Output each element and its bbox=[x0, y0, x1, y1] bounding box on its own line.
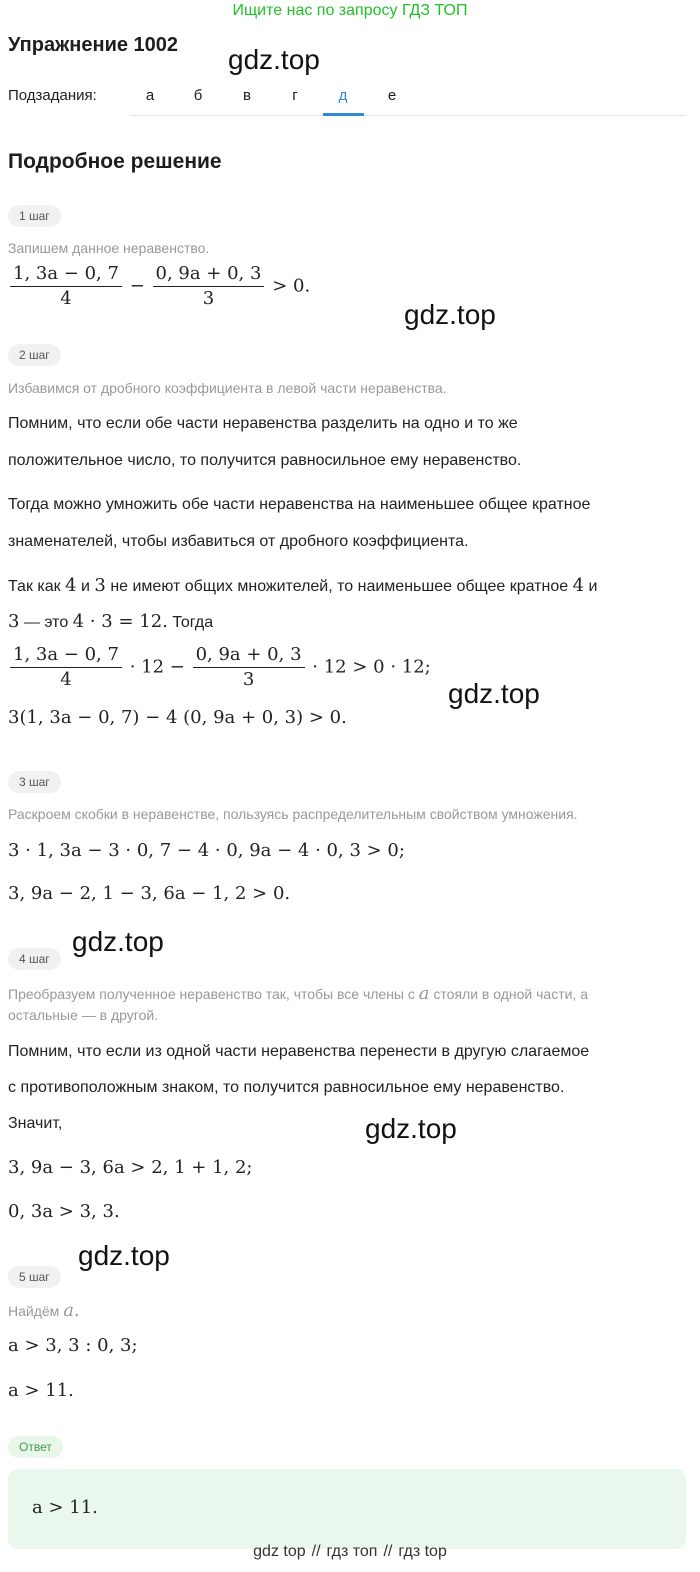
step-badge: 5 шаг bbox=[8, 1266, 61, 1288]
step-badge: 2 шаг bbox=[8, 344, 61, 366]
search-banner: Ищите нас по запросу ГДЗ ТОП bbox=[232, 2, 468, 19]
paragraph: Помним, что если из одной части неравенства перенести в другую слагаемое bbox=[8, 1043, 590, 1060]
step-hint: Преобразуем полученное неравенство так, чтобы все члены с a стояли в одной части, а bbox=[8, 983, 588, 1004]
step-hint: Избавимся от дробного коэффициента в левой части неравенства. bbox=[8, 380, 447, 396]
math-expression: 3(1, 3a − 0, 7) − 4 (0, 9a + 0, 3) > 0. bbox=[8, 707, 347, 728]
math-expression: $\frac{1, 3a - 0, 7}{4}$ · 12 − $\frac{0, 9a + 0, 3}{3}$ · 12 > 0 · 12; bbox=[8, 643, 431, 692]
math-expression: a > 3, 3 : 0, 3; bbox=[8, 1335, 138, 1356]
step-hint: Раскроем скобки в неравенстве, пользуясь распределительным свойством умножения. bbox=[8, 806, 578, 822]
math-expression: 3, 9a − 3, 6a > 2, 1 + 1, 2; bbox=[8, 1157, 253, 1178]
footer-link[interactable]: gdz top bbox=[253, 1543, 306, 1560]
active-tab-indicator bbox=[323, 113, 364, 116]
subtask-tab-e[interactable]: е bbox=[387, 87, 397, 104]
footer-separator: // bbox=[311, 1543, 321, 1560]
math-expression: 0, 3a > 3, 3. bbox=[8, 1201, 120, 1222]
math-expression: $\frac{1, 3a - 0, 7}{4}$ − $\frac{0, 9a + 0, 3}{3}$ > 0. bbox=[8, 262, 310, 311]
math-expression: 3 · 1, 3a − 3 · 0, 7 − 4 · 0, 9a − 4 · 0, 3 > 0; bbox=[8, 840, 405, 861]
answer-badge: Ответ bbox=[8, 1436, 63, 1458]
watermark: gdz.top bbox=[228, 44, 320, 75]
watermark: gdz.top bbox=[365, 1113, 457, 1144]
watermark: gdz.top bbox=[404, 299, 496, 330]
section-title: Подробное решение bbox=[8, 150, 222, 173]
answer-value: a > 11. bbox=[32, 1497, 98, 1518]
math-expression: 3, 9a − 2, 1 − 3, 6a − 1, 2 > 0. bbox=[8, 883, 291, 904]
footer-link[interactable]: гдз топ bbox=[326, 1543, 378, 1560]
subtask-tab-v[interactable]: в bbox=[243, 87, 251, 104]
watermark: gdz.top bbox=[448, 678, 540, 709]
paragraph: знаменателей, чтобы избавиться от дробного коэффициента. bbox=[8, 533, 469, 550]
subtask-tab-g[interactable]: г bbox=[292, 87, 298, 104]
footer-link[interactable]: гдз top bbox=[398, 1543, 447, 1560]
paragraph: с противоположным знаком, то получится равносильное ему неравенство. bbox=[8, 1079, 565, 1096]
footer-links bbox=[0, 1543, 700, 1561]
paragraph: Помним, что если обе части неравенства разделить на одно и то же bbox=[8, 415, 518, 432]
watermark: gdz.top bbox=[78, 1240, 170, 1271]
subtasks-label: Подзадания: bbox=[8, 87, 97, 104]
paragraph: Значит, bbox=[8, 1115, 63, 1132]
step-badge: 4 шаг bbox=[8, 948, 61, 970]
footer-separator: // bbox=[383, 1543, 393, 1560]
answer-box bbox=[8, 1469, 686, 1549]
step-hint: Найдём a. bbox=[8, 1300, 80, 1321]
subtask-tab-d[interactable]: д bbox=[338, 87, 348, 104]
paragraph: Так как 4 и 3 не имеют общих множителей, то наименьшее общее кратное 4 и bbox=[8, 575, 598, 596]
subtask-tab-a[interactable]: а bbox=[145, 87, 155, 104]
paragraph: 3 — это 4 · 3 = 12. Тогда bbox=[8, 611, 214, 632]
paragraph: положительное число, то получится равносильное ему неравенство. bbox=[8, 452, 522, 469]
watermark: gdz.top bbox=[72, 926, 164, 957]
math-expression: a > 11. bbox=[8, 1380, 74, 1401]
step-hint: остальные — в другой. bbox=[8, 1007, 159, 1023]
step-hint: Запишем данное неравенство. bbox=[8, 240, 210, 256]
subtask-tab-b[interactable]: б bbox=[193, 87, 203, 104]
step-badge: 3 шаг bbox=[8, 771, 61, 793]
subtasks-divider bbox=[130, 115, 686, 116]
page-title: Упражнение 1002 bbox=[8, 34, 179, 56]
step-badge: 1 шаг bbox=[8, 205, 61, 227]
paragraph: Тогда можно умножить обе части неравенства на наименьшее общее кратное bbox=[8, 496, 591, 513]
